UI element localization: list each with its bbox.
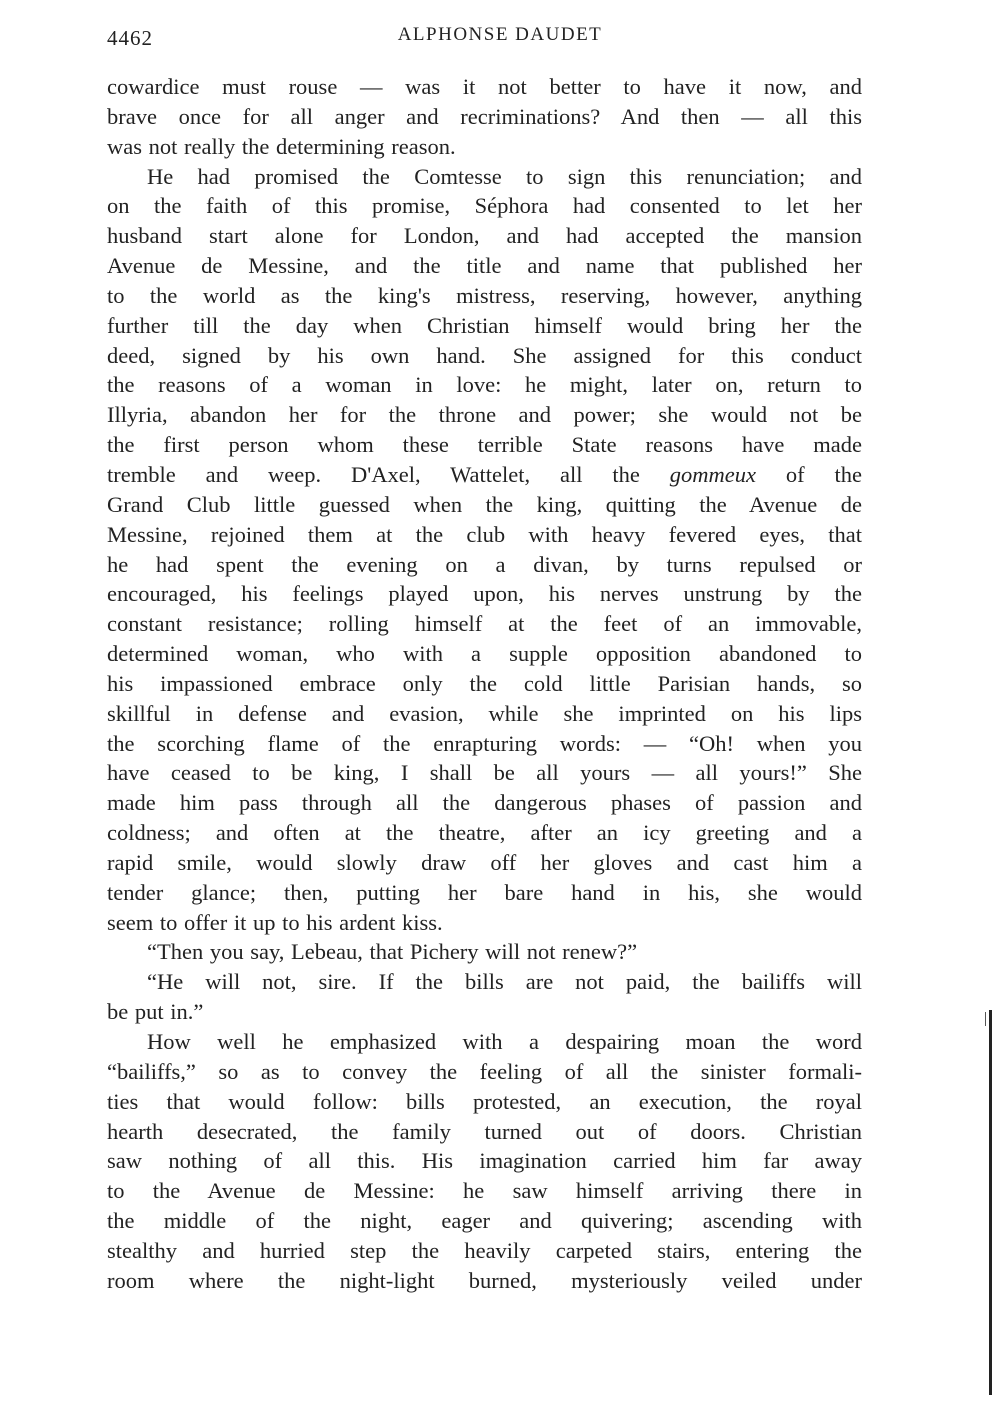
text-line: Messine, rejoined them at the club with heavy fevered eyes, that — [107, 521, 862, 547]
text-line: tender glance; then, putting her bare hand in his, she would — [107, 879, 862, 905]
text-line: “Then you say, Lebeau, that Pichery will not renew?” — [147, 939, 638, 965]
text-line: husband start alone for London, and had accepted the mansion — [107, 223, 862, 249]
text-line: coldness; and often at the theatre, after an icy greeting and a — [107, 820, 862, 846]
text-line: skillful in defense and evasion, while she imprinted on his lips — [107, 700, 862, 726]
running-title: ALPHONSE DAUDET — [397, 24, 603, 45]
text-line: Grand Club little guessed when the king, quitting the Avenue de — [107, 491, 862, 517]
scan-edge-line — [989, 1010, 992, 1395]
text-line: the scorching flame of the enrapturing words: — “Oh! when you — [107, 730, 862, 756]
page-number: 4462 — [107, 26, 153, 50]
text-line: determined woman, who with a supple opposition abandoned to — [107, 641, 862, 667]
text-line: tremble and weep. D'Axel, Wattelet, all the gommeux of the — [107, 461, 863, 487]
text-line: seem to offer it up to his ardent kiss. — [107, 909, 443, 935]
text-line: deed, signed by his own hand. She assigned for this conduct — [107, 342, 862, 368]
text-line: made him pass through all the dangerous phases of passion and — [107, 790, 862, 816]
scan-edge-mark — [985, 1012, 986, 1026]
text-line: his impassioned embrace only the cold little Parisian hands, so — [107, 670, 862, 696]
text-line: room where the night-light burned, mysteriously veiled under — [107, 1267, 862, 1293]
body-text — [107, 72, 862, 1296]
text-line: “He will not, sire. If the bills are not paid, the bailiffs will — [147, 969, 862, 995]
text-line: Illyria, abandon her for the throne and power; she would not be — [107, 402, 862, 428]
text-line: brave once for all anger and recriminations? And then — all this — [107, 103, 862, 129]
text-line: How well he emphasized with a despairing moan the word — [147, 1029, 862, 1054]
text-line: further till the day when Christian himself would bring her the — [107, 312, 862, 338]
text-line: stealthy and hurried step the heavily carpeted stairs, entering the — [107, 1237, 862, 1263]
text-line: to the Avenue de Messine: he saw himself arriving there in — [107, 1178, 862, 1204]
text-line: encouraged, his feelings played upon, his nerves unstrung by the — [107, 581, 862, 607]
text-line: saw nothing of all this. His imagination carried him far away — [107, 1148, 862, 1174]
text-line: the reasons of a woman in love: he might, later on, return to — [107, 372, 862, 398]
text-line: Avenue de Messine, and the title and name that published her — [107, 253, 862, 279]
text-line: he had spent the evening on a divan, by turns repulsed or — [107, 551, 862, 577]
text-line: was not really the determining reason. — [107, 133, 456, 159]
text-line: the first person whom these terrible State reasons have made — [107, 432, 862, 458]
text-line: “bailiffs,” so as to convey the feeling of all the sinister formali- — [107, 1058, 862, 1084]
italic-word: gommeux — [669, 461, 756, 487]
text-line: rapid smile, would slowly draw off her gloves and cast him a — [107, 849, 862, 875]
text-line: constant resistance; rolling himself at the feet of an immovable, — [107, 611, 862, 637]
text-line: hearth desecrated, the family turned out of doors. Christian — [107, 1118, 862, 1144]
text-line: cowardice must rouse — was it not better to have it now, and — [107, 74, 862, 99]
text-line: the middle of the night, eager and quivering; ascending with — [107, 1208, 862, 1234]
text-line: ties that would follow: bills protested, an execution, the royal — [107, 1088, 862, 1114]
text-line: be put in.” — [107, 999, 204, 1025]
text-line: to the world as the king's mistress, reserving, however, anything — [107, 282, 862, 308]
text-line: have ceased to be king, I shall be all yours — all yours!” She — [107, 760, 862, 786]
text-line: on the faith of this promise, Séphora had consented to let her — [107, 193, 862, 219]
text-line: He had promised the Comtesse to sign this renunciation; and — [147, 163, 862, 189]
